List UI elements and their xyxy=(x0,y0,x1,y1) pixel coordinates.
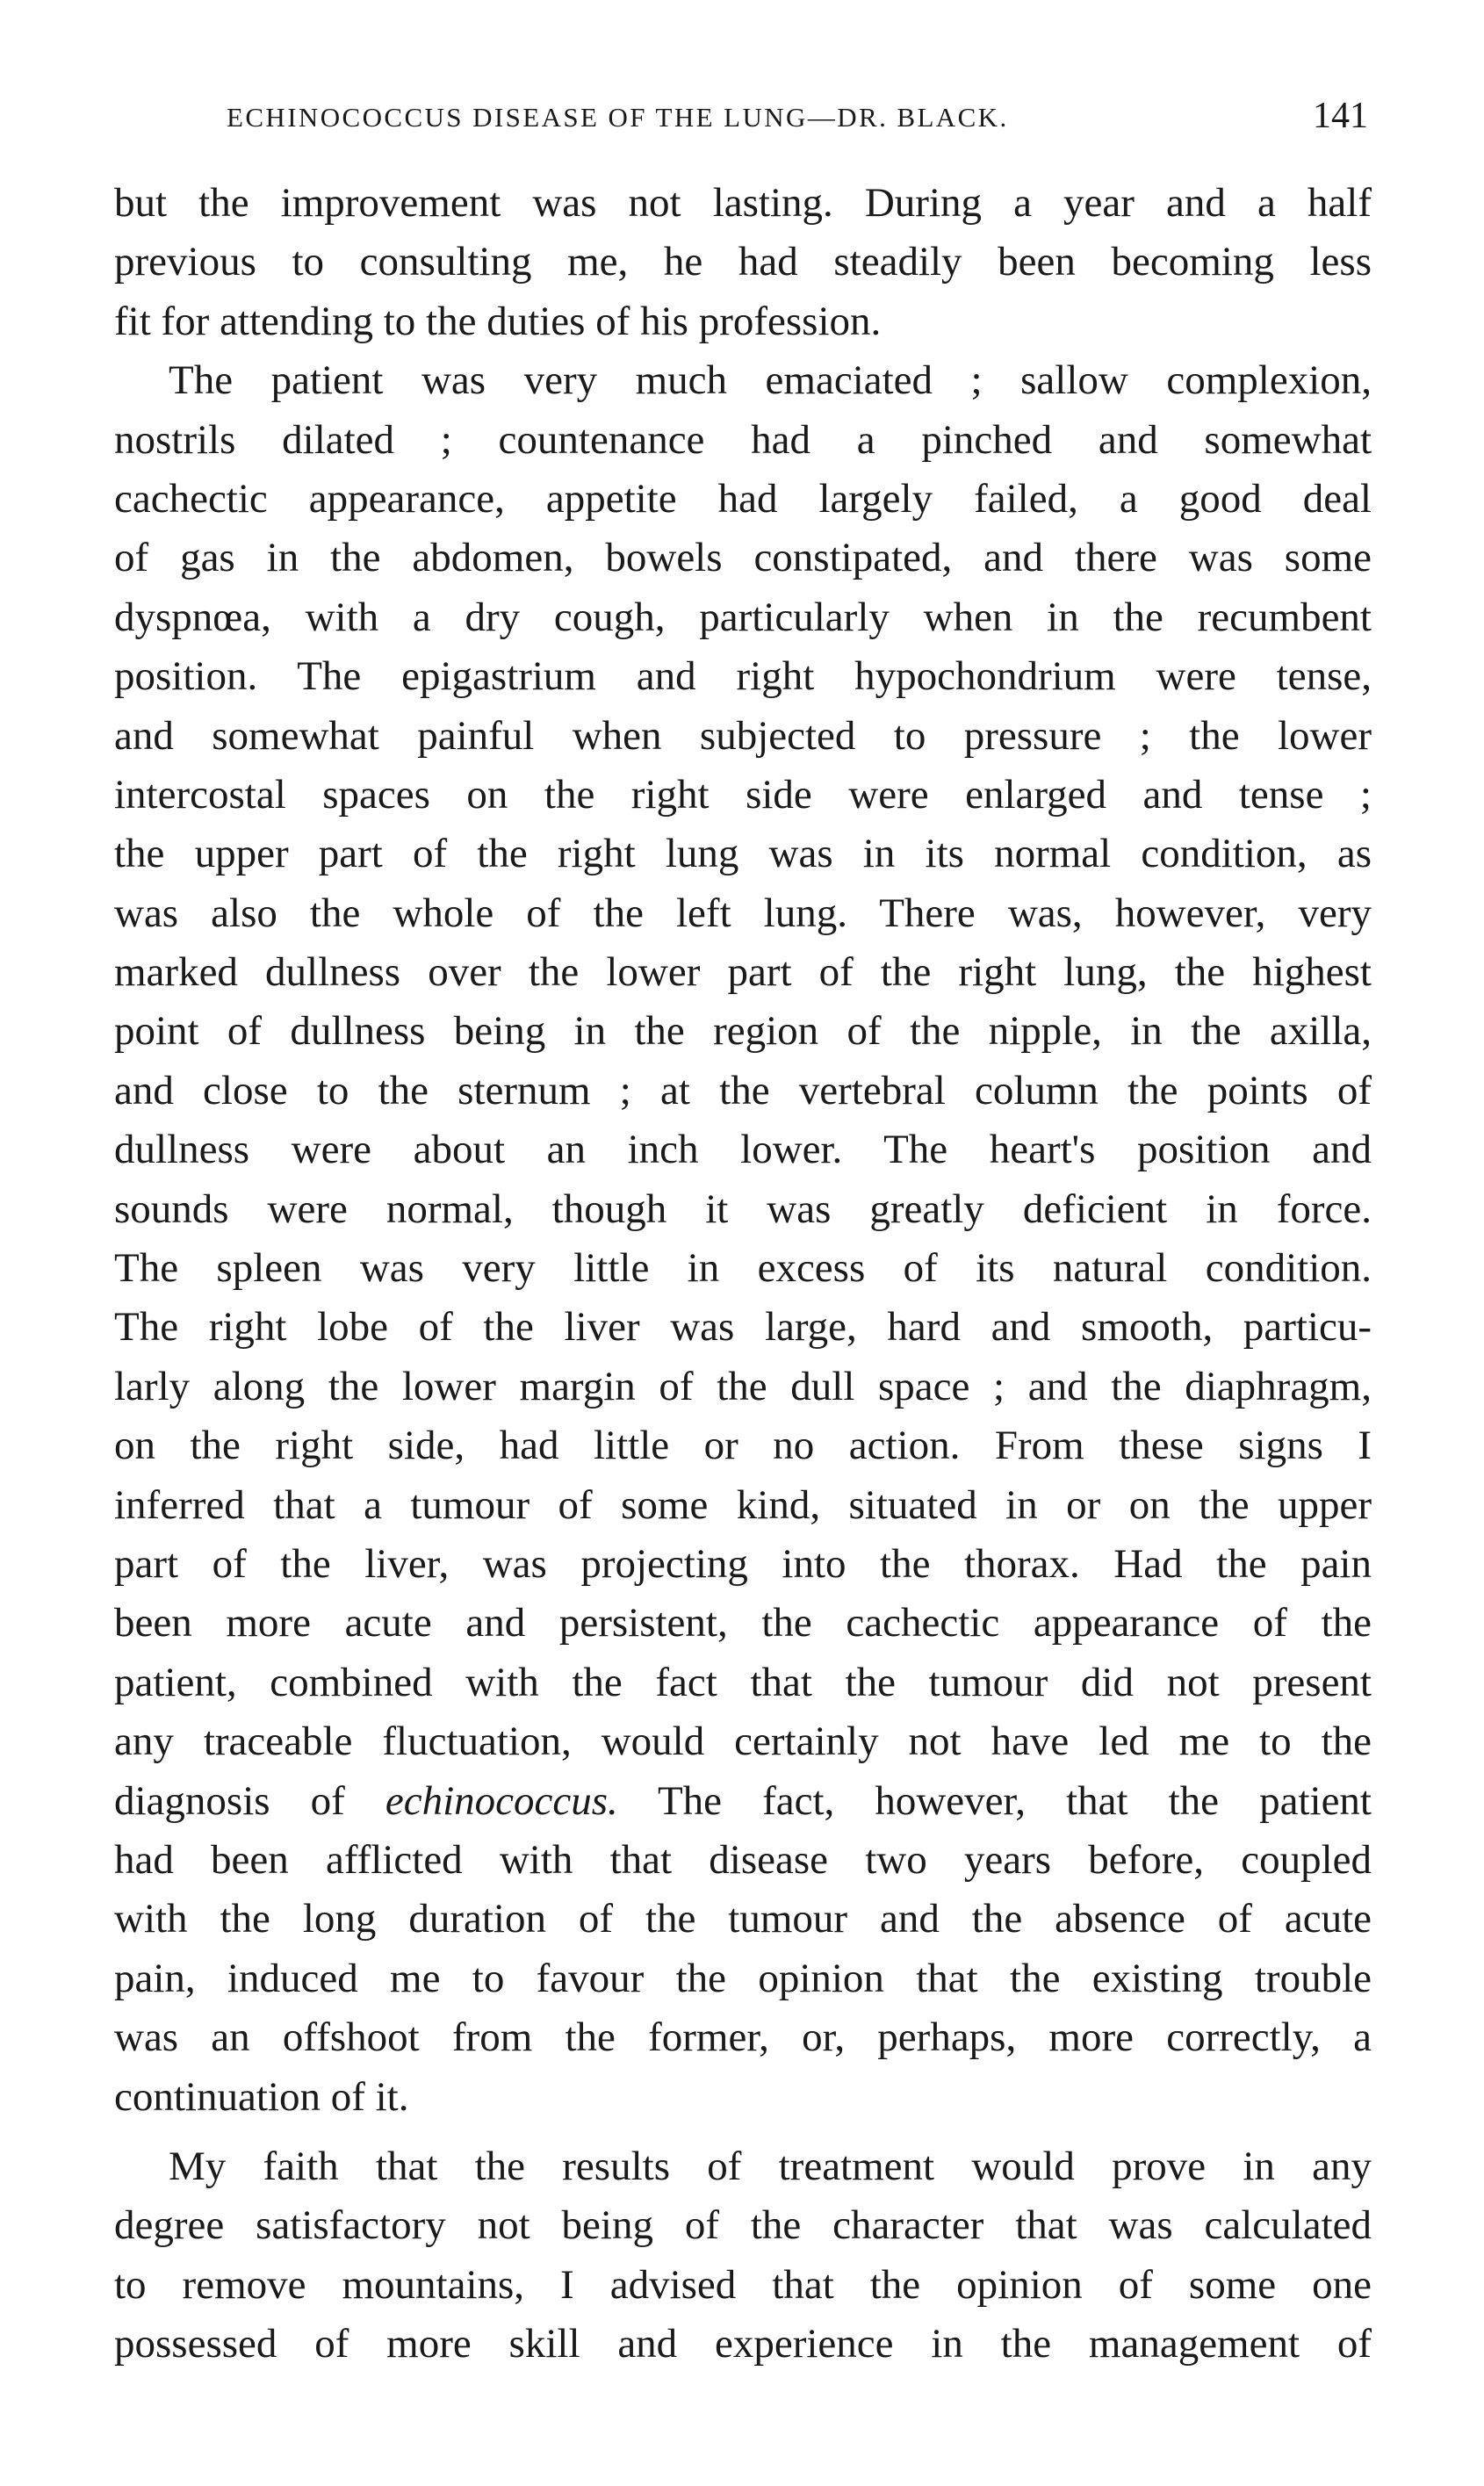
page-number: 141 xyxy=(1313,96,1368,136)
text-line: to remove mountains, I advised that the opinion of some one xyxy=(114,2261,1372,2308)
text-line: sounds were normal, though it was greatly deficient in force. xyxy=(114,1185,1372,1232)
text-line: cachectic appearance, appetite had largely failed, a good deal xyxy=(114,475,1372,522)
text-line: nostrils dilated ; countenance had a pinched and somewhat xyxy=(114,416,1372,463)
text-line: The spleen was very little in excess of its natural condition. xyxy=(114,1245,1372,1292)
text-line: possessed of more skill and experience in the management of xyxy=(114,2321,1372,2367)
text-line: larly along the lower margin of the dull space ; and the diaphragm, xyxy=(114,1363,1372,1409)
text-line: with the long duration of the tumour and the absence of acute xyxy=(114,1896,1372,1942)
text-line: degree satisfactory not being of the character that was calculated xyxy=(114,2202,1372,2249)
text-line: any traceable fluctuation, would certainly not have led me to the xyxy=(114,1719,1372,1765)
text-line: part of the liver, was projecting into the thorax. Had the pain xyxy=(114,1540,1372,1587)
text-line: and close to the sternum ; at the vertebral column the points of xyxy=(114,1067,1372,1113)
paragraph xyxy=(114,351,1372,2127)
text-line: previous to consulting me, he had steadily been becoming less xyxy=(114,239,1372,285)
text-line-with-italic xyxy=(114,1772,1372,1831)
text-line: dyspnœa, with a dry cough, particularly when in the recumbent xyxy=(114,594,1372,640)
text-line: of gas in the abdomen, bowels constipated, and there was some xyxy=(114,535,1372,581)
text-line: inferred that a tumour of some kind, situated in or on the upper xyxy=(114,1481,1372,1528)
paragraph xyxy=(114,2137,1372,2374)
text-line: intercostal spaces on the right side were enlarged and tense ; xyxy=(114,771,1372,818)
text-line: marked dullness over the lower part of the right lung, the highest xyxy=(114,949,1372,996)
text-line: fit for attending to the duties of his profession. xyxy=(114,298,882,344)
text-line: and somewhat painful when subjected to pressure ; the lower xyxy=(114,712,1372,759)
text-line: The patient was very much emaciated ; sallow complexion, xyxy=(169,357,1372,404)
text-line: position. The epigastrium and right hypochondrium were tense, xyxy=(114,653,1372,700)
running-title: ECHINOCOCCUS DISEASE OF THE LUNG—DR. BLACK. xyxy=(227,102,1009,133)
text-line: The right lobe of the liver was large, hard and smooth, particu- xyxy=(114,1304,1372,1351)
text-line: patient, combined with the fact that the tumour did not present xyxy=(114,1659,1372,1705)
text-line: was also the whole of the left lung. There was, however, very xyxy=(114,890,1372,936)
text-line: been more acute and persistent, the cachectic appearance of the xyxy=(114,1600,1372,1647)
text-line: point of dullness being in the region of the nipple, in the axilla, xyxy=(114,1008,1372,1055)
text-line: pain, induced me to favour the opinion that the existing trouble xyxy=(114,1955,1372,2001)
text-line: was an offshoot from the former, or, perhaps, more correctly, a xyxy=(114,2014,1372,2061)
text-line: the upper part of the right lung was in its normal condition, as xyxy=(114,831,1372,877)
text-run: diagnosis of xyxy=(114,1777,385,1824)
paragraph-gap xyxy=(114,2127,1372,2137)
text-line: but the improvement was not lasting. During a year and a half xyxy=(114,180,1372,226)
text-line: had been afflicted with that disease two years before, coupled xyxy=(114,1836,1372,1883)
text-line: on the right side, had little or no action. From these signs I xyxy=(114,1423,1372,1469)
body-text xyxy=(114,174,1372,2374)
paragraph xyxy=(114,174,1372,351)
running-head xyxy=(227,95,1368,144)
text-line: My faith that the results of treatment would prove in any xyxy=(169,2143,1372,2189)
text-line: continuation of it. xyxy=(114,2073,409,2120)
italic-term: echinococcus. xyxy=(385,1777,618,1824)
text-run: The fact, however, that the patient xyxy=(617,1777,1372,1824)
text-line: dullness were about an inch lower. The heart's position and xyxy=(114,1127,1372,1173)
